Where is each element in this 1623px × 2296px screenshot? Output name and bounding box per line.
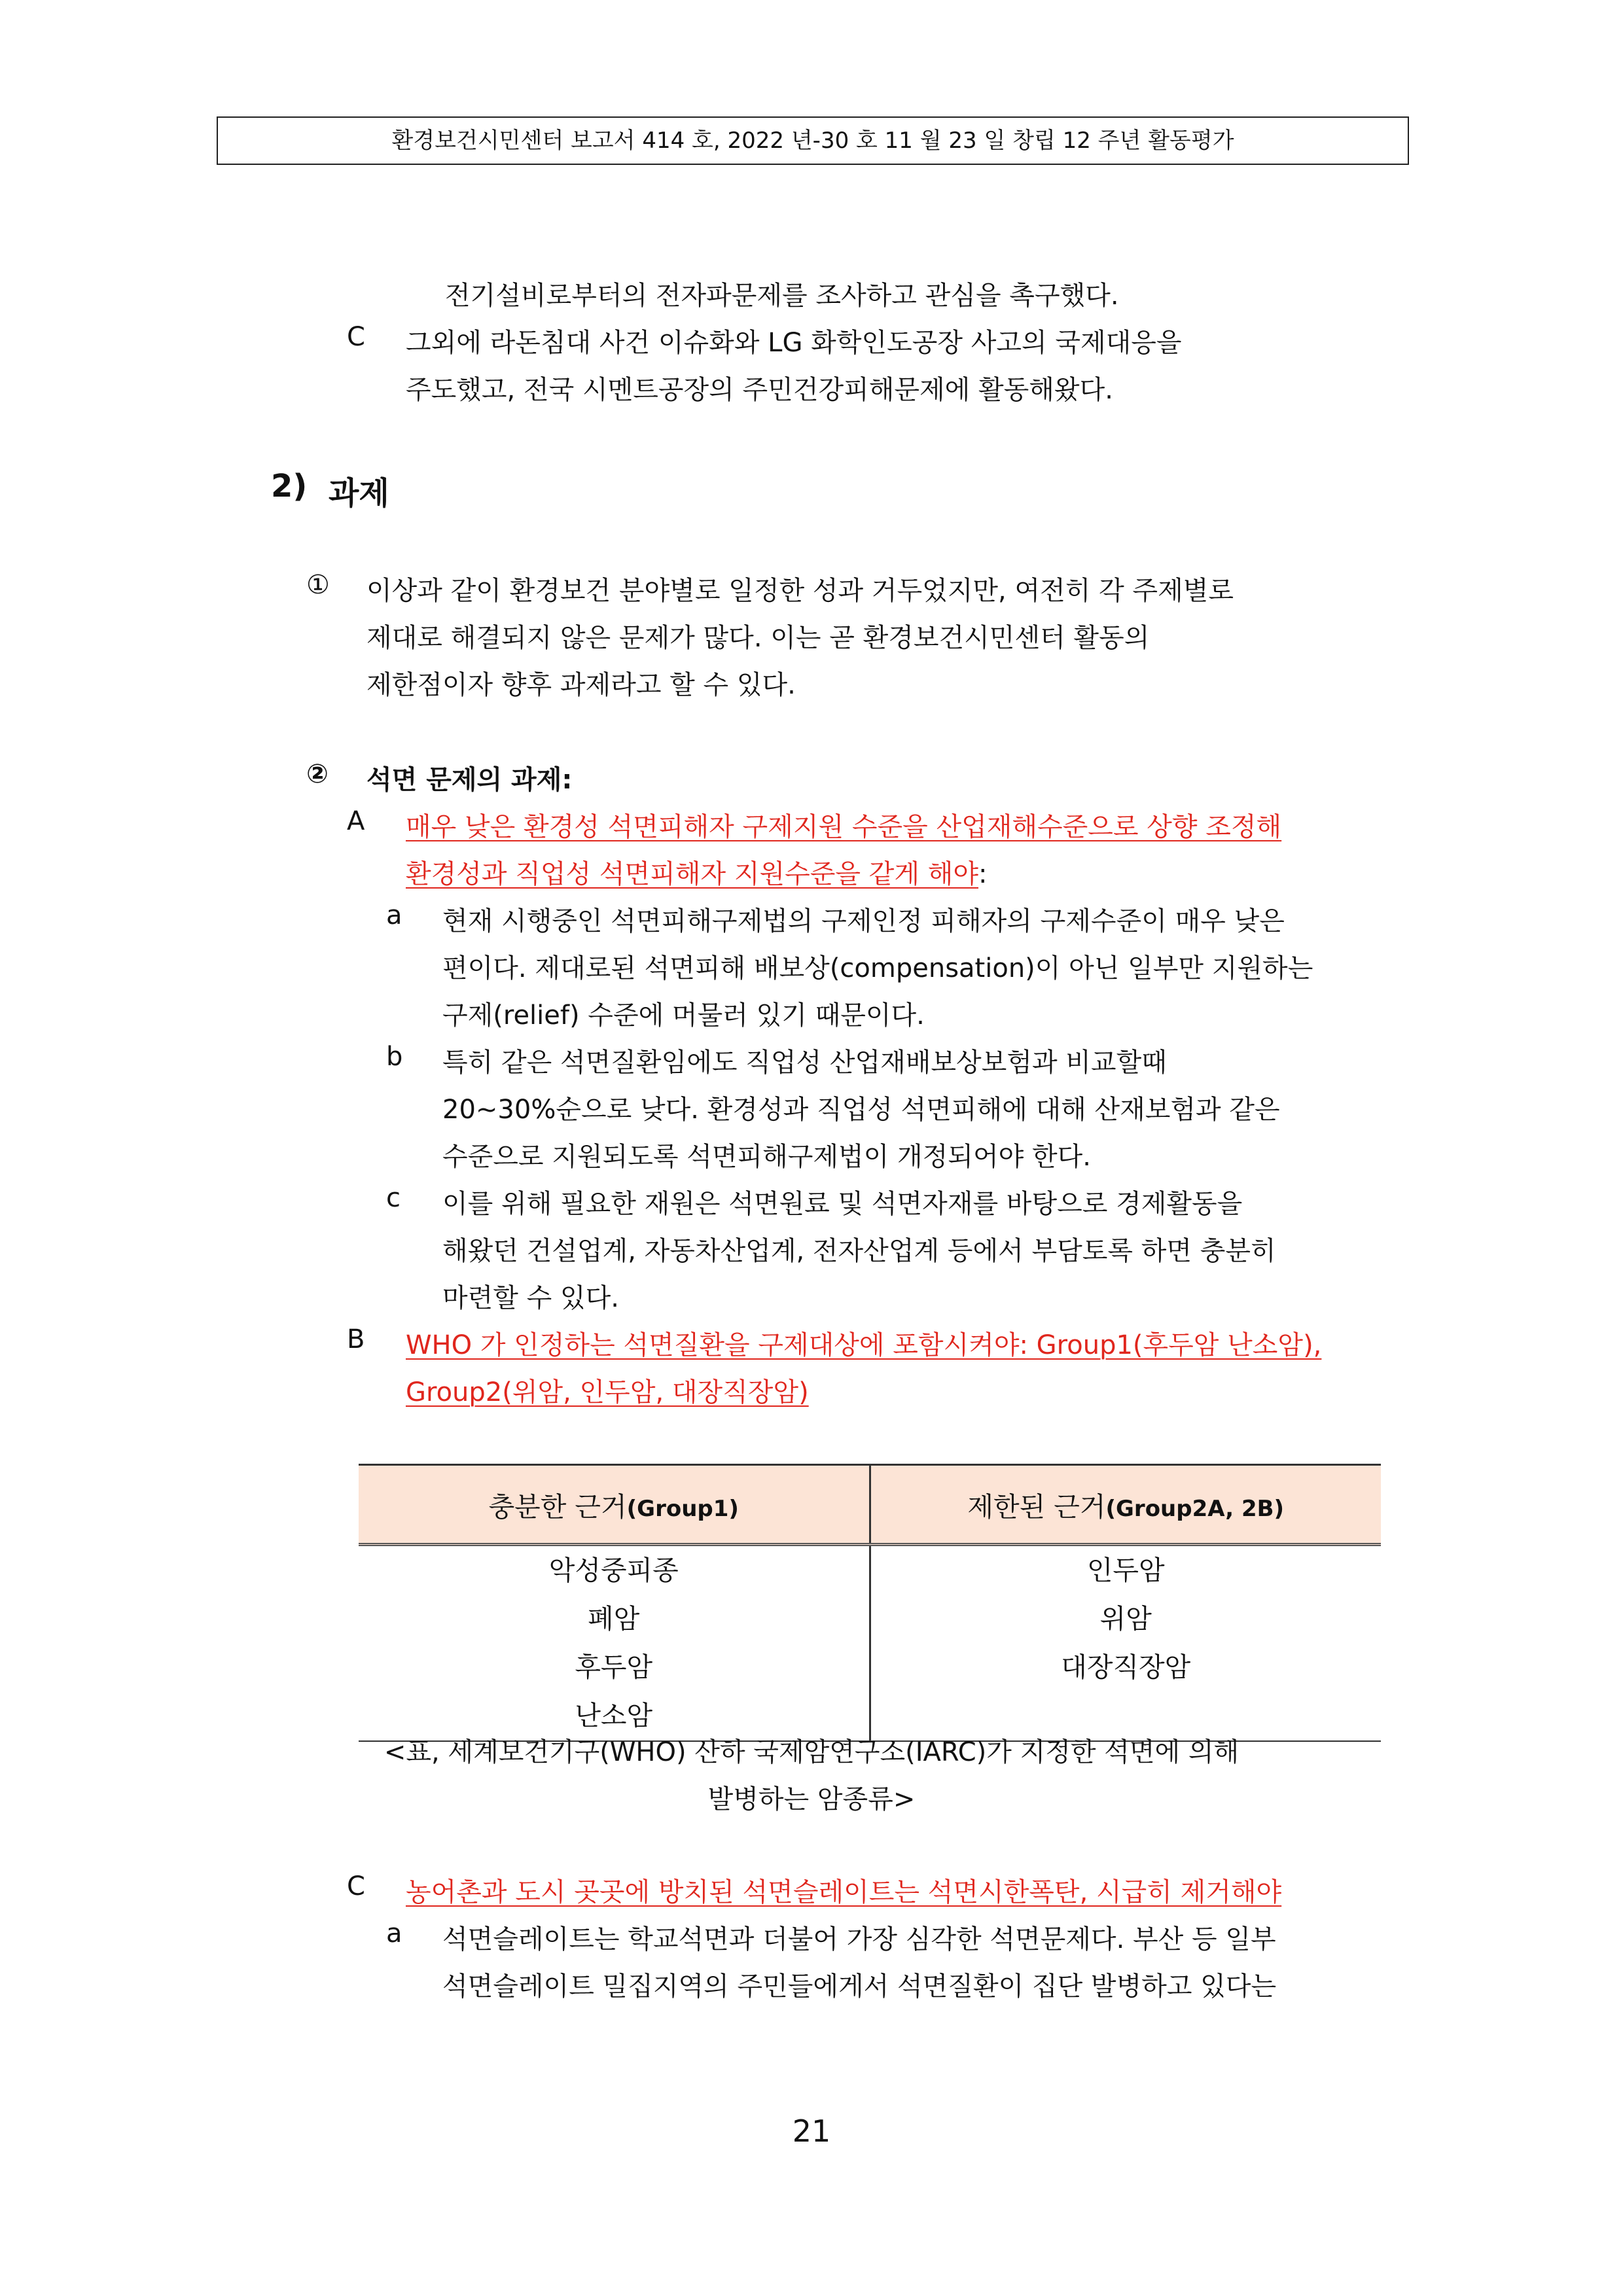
section-title: 과제: [329, 475, 389, 512]
table-item: 후두암: [575, 1651, 653, 1683]
item1-line: 제대로 해결되지 않은 문제가 많다. 이는 곧 환경보건시민센터 활동의: [366, 623, 1150, 653]
table-item: 폐암: [588, 1603, 640, 1634]
A-a-line: 현재 시행중인 석면피해구제법의 구제인정 피해자의 구제수준이 매우 낮은: [442, 906, 1285, 936]
table-header-group1: [359, 1465, 870, 1545]
A-marker: A: [347, 806, 365, 836]
page-number: 21: [792, 2113, 831, 2149]
report-header: 환경보건시민센터 보고서 414 호, 2022 년-30 호 11 월 23 일 창립 12 주년 활동평가: [217, 116, 1409, 165]
table-cell-group1: [359, 1545, 870, 1742]
B-heading: WHO 가 인정하는 석면질환을 구제대상에 포함시켜야: Group1(후두암 난소암),: [406, 1330, 1322, 1360]
A-heading-2: [406, 853, 988, 891]
table-caption: <표, 세계보건기구(WHO) 산하 국제암연구소(IARC)가 지정한 석면에 의해: [383, 1737, 1240, 1767]
A-b-line: 20~30%순으로 낮다. 환경성과 직업성 석면피해에 대해 산재보험과 같은: [442, 1095, 1280, 1125]
table-item: 악성중피종: [548, 1555, 679, 1586]
B-heading: Group2(위암, 인두암, 대장직장암): [406, 1377, 809, 1407]
C-a-line: 석면슬레이트 밀집지역의 주민들에게서 석면질환이 집단 발병하고 있다는: [442, 1971, 1277, 2002]
C-a-marker: a: [386, 1918, 402, 1949]
A-a-line: 구제(relief) 수준에 머물러 있기 때문이다.: [442, 1000, 925, 1031]
intro-c-line: 주도했고, 전국 시멘트공장의 주민건강피해문제에 활동해왔다.: [406, 375, 1113, 405]
A-b-marker: b: [386, 1042, 403, 1072]
table-item: 인두암: [1086, 1555, 1165, 1586]
table-item: 대장직장암: [1061, 1651, 1191, 1683]
intro-c-marker: C: [347, 322, 365, 352]
table-header-label: 제한된 근거: [967, 1491, 1106, 1523]
A-a-line: 편이다. 제대로된 석면피해 배보상(compensation)이 아닌 일부만 지원하는: [442, 953, 1313, 983]
A-a-marker: a: [386, 900, 402, 930]
intro-line: 전기설비로부터의 전자파문제를 조사하고 관심을 촉구했다.: [445, 281, 1119, 311]
A-b-line: 특히 같은 석면질환임에도 직업성 산업재배보상보험과 비교할때: [442, 1048, 1167, 1078]
item2-title: 석면 문제의 과제:: [366, 765, 573, 795]
table-item: 위암: [1099, 1603, 1152, 1634]
intro-c-line: 그외에 라돈침대 사건 이슈화와 LG 화학인도공장 사고의 국제대응을: [406, 328, 1182, 358]
cancer-table: [359, 1464, 1381, 1742]
item1-line: 제한점이자 향후 과제라고 할 수 있다.: [366, 670, 796, 700]
section-number: 2): [271, 468, 308, 504]
A-c-line: 해왔던 건설업계, 자동차산업계, 전자산업계 등에서 부담토록 하면 충분히: [442, 1236, 1276, 1266]
A-c-line: 마련할 수 있다.: [442, 1283, 619, 1313]
A-c-marker: c: [386, 1183, 401, 1213]
A-heading-line2: 환경성과 직업성 석면피해자 지원수준을 같게 해야: [406, 859, 979, 889]
table-item: 난소암: [575, 1700, 653, 1731]
table-header-group2: [870, 1465, 1381, 1545]
item1-line: 이상과 같이 환경보건 분야별로 일정한 성과 거두었지만, 여전히 각 주제별로: [366, 576, 1234, 606]
table-header-label: 충분한 근거: [488, 1491, 627, 1523]
C-heading: 농어촌과 도시 곳곳에 방치된 석면슬레이트는 석면시한폭탄, 시급히 제거해야: [406, 1877, 1282, 1907]
A-heading: 매우 낮은 환경성 석면피해자 구제지원 수준을 산업재해수준으로 상향 조정해: [406, 812, 1282, 842]
item1-marker: ①: [306, 570, 330, 600]
table-caption: 발병하는 암종류>: [707, 1784, 916, 1814]
table-header-group: (Group2A, 2B): [1105, 1495, 1285, 1522]
A-c-line: 이를 위해 필요한 재원은 석면원료 및 석면자재를 바탕으로 경제활동을: [442, 1189, 1243, 1219]
table-header-group: (Group1): [626, 1495, 739, 1522]
A-heading-suffix: :: [978, 859, 988, 889]
B-marker: B: [347, 1324, 365, 1354]
table-cell-group2: [870, 1545, 1381, 1742]
item2-marker: ②: [306, 759, 329, 789]
A-b-line: 수준으로 지원되도록 석면피해구제법이 개정되어야 한다.: [442, 1142, 1091, 1172]
C-a-line: 석면슬레이트는 학교석면과 더불어 가장 심각한 석면문제다. 부산 등 일부: [442, 1924, 1276, 1954]
C-marker: C: [347, 1871, 365, 1901]
